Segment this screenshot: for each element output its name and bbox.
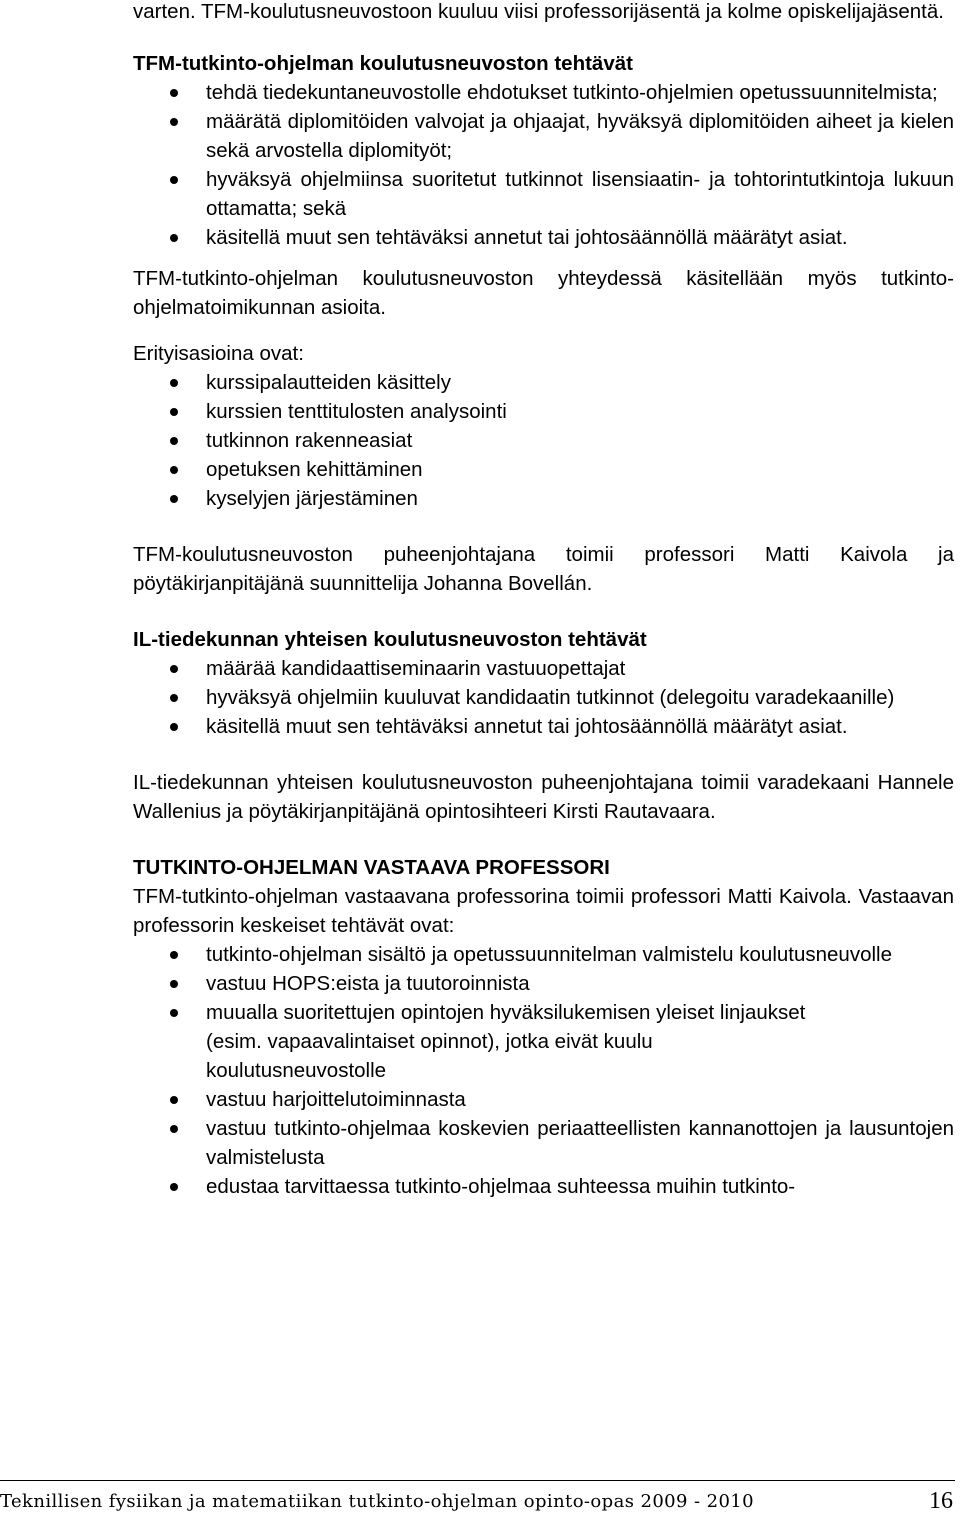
tfm-note-paragraph: TFM-tutkinto-ohjelman koulutusneuvoston yhteydessä käsitellään myös tutkinto-ohjelmatoimikunnan asioita. <box>133 267 954 319</box>
bullet-icon <box>170 1009 178 1017</box>
list-item: kurssipalautteiden käsittely <box>133 368 954 397</box>
bullet-icon <box>170 89 178 97</box>
list-item: tutkinnon rakenneasiat <box>133 426 954 455</box>
list-item: määrätä diplomitöiden valvojat ja ohjaajat, hyväksyä diplomitöiden aiheet ja kielen sekä arvostella diplomityöt; <box>133 107 954 165</box>
list-item: vastuu tutkinto-ohjelmaa koskevien periaatteellisten kannanottojen ja lausuntojen valmistelusta <box>133 1114 954 1172</box>
list-item: käsitellä muut sen tehtäväksi annetut tai johtosäännöllä määrätyt asiat. <box>133 223 954 252</box>
tfm-chair-paragraph: TFM-koulutusneuvoston puheenjohtajana toimii professori Matti Kaivola ja pöytäkirjanpitäjänä suunnittelija Johanna Bovellán. <box>133 543 954 595</box>
list-item: käsitellä muut sen tehtäväksi annetut tai johtosäännöllä määrätyt asiat. <box>133 712 954 741</box>
list-item: muualla suoritettujen opintojen hyväksilukemisen yleiset linjaukset (esim. vapaavalintaiset opinnot), jotka eivät kuulu koulutusneuvostolle <box>133 998 954 1085</box>
spacer <box>133 826 954 853</box>
spacer <box>133 322 954 339</box>
professor-heading: TUTKINTO-OHJELMAN VASTAAVA PROFESSORI <box>133 856 610 879</box>
spacer <box>133 252 954 264</box>
special-intro: Erityisasioina ovat: <box>133 342 304 365</box>
bullet-icon <box>170 437 178 445</box>
footer-title: Teknillisen fysiikan ja matematiikan tutkinto-ohjelman opinto-opas 2009 - 2010 <box>0 1491 755 1512</box>
list-item: tehdä tiedekuntaneuvostolle ehdotukset tutkinto-ohjelmien opetussuunnitelmista; <box>133 78 954 107</box>
bullet-icon <box>170 379 178 387</box>
list-item: kurssien tenttitulosten analysointi <box>133 397 954 426</box>
bullet-icon <box>170 665 178 673</box>
special-list <box>133 368 954 513</box>
bullet-icon <box>170 466 178 474</box>
spacer <box>133 513 954 540</box>
intro-paragraph: varten. TFM-koulutusneuvostoon kuuluu viisi professorijäsentä ja kolme opiskelijajäsentä. <box>133 0 944 23</box>
il-chair-paragraph: IL-tiedekunnan yhteisen koulutusneuvoston puheenjohtajana toimii varadekaani Hannele Wallenius ja pöytäkirjanpitäjänä opintosihteeri Kirsti Rautavaara. <box>133 771 954 823</box>
tfm-tasks-heading: TFM-tutkinto-ohjelman koulutusneuvoston tehtävät <box>133 52 633 75</box>
tfm-tasks-list <box>133 78 954 252</box>
professor-intro: TFM-tutkinto-ohjelman vastaavana professorina toimii professori Matti Kaivola. Vastaavan professorin keskeiset tehtävät ovat: <box>133 885 954 937</box>
bullet-icon <box>170 980 178 988</box>
bullet-icon <box>170 118 178 126</box>
list-item: opetuksen kehittäminen <box>133 455 954 484</box>
bullet-icon <box>170 1125 178 1133</box>
bullet-icon <box>170 234 178 242</box>
il-tasks-list <box>133 654 954 741</box>
bullet-icon <box>170 694 178 702</box>
bullet-icon <box>170 1096 178 1104</box>
page-number: 16 <box>929 1488 953 1514</box>
spacer <box>133 26 954 49</box>
list-item: vastuu harjoittelutoiminnasta <box>133 1085 954 1114</box>
list-item: tutkinto-ohjelman sisältö ja opetussuunnitelman valmistelu koulutusneuvolle <box>133 940 954 969</box>
bullet-icon <box>170 951 178 959</box>
bullet-icon <box>170 176 178 184</box>
list-item: kyselyjen järjestäminen <box>133 484 954 513</box>
list-item: määrää kandidaattiseminaarin vastuuopettajat <box>133 654 954 683</box>
list-item: edustaa tarvittaessa tutkinto-ohjelmaa suhteessa muihin tutkinto- <box>133 1172 954 1201</box>
list-item: hyväksyä ohjelmiinsa suoritetut tutkinnot lisensiaatin- ja tohtorintutkintoja lukuun ottamatta; sekä <box>133 165 954 223</box>
document-page <box>133 0 954 1201</box>
il-tasks-heading: IL-tiedekunnan yhteisen koulutusneuvoston tehtävät <box>133 628 647 651</box>
bullet-icon <box>170 1183 178 1191</box>
page-footer <box>0 1480 955 1514</box>
professor-tasks-list <box>133 940 954 1201</box>
list-item: hyväksyä ohjelmiin kuuluvat kandidaatin tutkinnot (delegoitu varadekaanille) <box>133 683 954 712</box>
bullet-icon <box>170 408 178 416</box>
list-item: vastuu HOPS:eista ja tuutoroinnista <box>133 969 954 998</box>
bullet-icon <box>170 723 178 731</box>
spacer <box>133 598 954 625</box>
spacer <box>133 741 954 768</box>
bullet-icon <box>170 495 178 503</box>
